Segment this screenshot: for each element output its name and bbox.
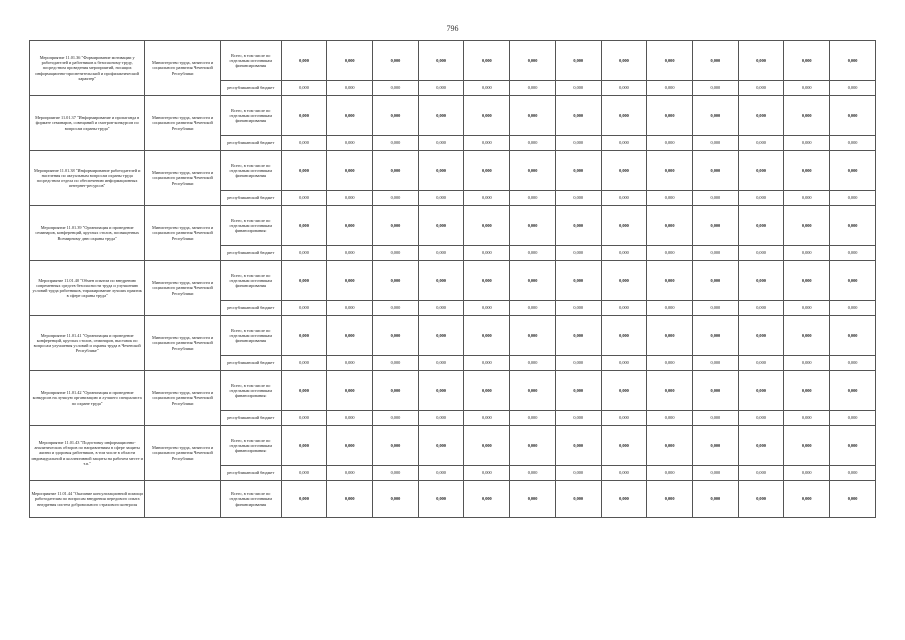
executor-cell: Министерство труда, занятости и социального развития Чеченской Республики xyxy=(145,371,221,426)
amount-cell: 0,000 xyxy=(327,411,373,426)
amount-cell: 0,000 xyxy=(692,136,738,151)
amount-cell: 0,000 xyxy=(647,96,693,136)
amount-cell: 0,000 xyxy=(373,96,419,136)
funding-source-cell: республиканский бюджет xyxy=(220,411,281,426)
amount-cell: 0,000 xyxy=(555,136,601,151)
amount-cell: 0,000 xyxy=(327,356,373,371)
amount-cell: 0,000 xyxy=(327,426,373,466)
amount-cell: 0,000 xyxy=(784,96,830,136)
amount-cell: 0,000 xyxy=(601,206,647,246)
amount-cell: 0,000 xyxy=(464,356,510,371)
amount-cell: 0,000 xyxy=(464,151,510,191)
table-row xyxy=(30,481,876,518)
table-row xyxy=(30,261,876,301)
amount-cell: 0,000 xyxy=(555,41,601,81)
amount-cell: 0,000 xyxy=(327,246,373,261)
amount-cell: 0,000 xyxy=(281,136,327,151)
amount-cell: 0,000 xyxy=(464,261,510,301)
amount-cell: 0,000 xyxy=(510,426,556,466)
amount-cell: 0,000 xyxy=(373,191,419,206)
amount-cell: 0,000 xyxy=(418,356,464,371)
amount-cell: 0,000 xyxy=(418,191,464,206)
event-name-cell: Мероприятие 11.01.38 "Информирование работодателей и населения по актуальным вопросам охраны труда посредством отдела по обеспечению информационных интернет-ресурсов" xyxy=(30,151,145,206)
amount-cell: 0,000 xyxy=(647,261,693,301)
funding-source-cell: Всего, в том числе по отдельным источникам финансирования xyxy=(220,481,281,518)
amount-cell: 0,000 xyxy=(601,136,647,151)
event-name-cell: Мероприятие 11.01.42 "Организация и проведение конкурсов на лучшую организацию и лучшего специалиста по охране труда" xyxy=(30,371,145,426)
amount-cell: 0,000 xyxy=(830,426,876,466)
amount-cell: 0,000 xyxy=(692,426,738,466)
amount-cell: 0,000 xyxy=(738,136,784,151)
amount-cell: 0,000 xyxy=(692,481,738,518)
amount-cell: 0,000 xyxy=(784,81,830,96)
executor-cell: Министерство труда, занятости и социального развития Чеченской Республики xyxy=(145,261,221,316)
amount-cell: 0,000 xyxy=(373,301,419,316)
amount-cell: 0,000 xyxy=(692,151,738,191)
funding-source-cell: республиканский бюджет xyxy=(220,301,281,316)
table-row xyxy=(30,96,876,136)
amount-cell: 0,000 xyxy=(281,371,327,411)
amount-cell: 0,000 xyxy=(464,81,510,96)
amount-cell: 0,000 xyxy=(555,316,601,356)
amount-cell: 0,000 xyxy=(464,206,510,246)
amount-cell: 0,000 xyxy=(555,466,601,481)
amount-cell: 0,000 xyxy=(555,246,601,261)
executor-cell xyxy=(145,481,221,518)
amount-cell: 0,000 xyxy=(738,151,784,191)
funding-source-cell: Всего, в том числе по отдельным источникам финансирования xyxy=(220,151,281,191)
event-name-cell: Мероприятие 11.01.41 "Организация и проведение конференций, круглых столов, семинаров, выставок по вопросам улучшения условий и охраны труда в Чеченской Республике" xyxy=(30,316,145,371)
event-name-cell: Мероприятие 11.01.36 "Формирование мотивации у работодателей и работников к безопасному труду, посредством проведения мероприятий, носящих информационно-просветительский и профилактический характер" xyxy=(30,41,145,96)
event-name-cell: Мероприятие 11.01.43 "Подготовку информационно-аналитических обзоров по направлениям в сфере защиты жизни и здоровья работников, в том числе в области индивидуальной и коллективной защиты на рабочем месте и т.п." xyxy=(30,426,145,481)
amount-cell: 0,000 xyxy=(418,136,464,151)
amount-cell: 0,000 xyxy=(327,41,373,81)
amount-cell: 0,000 xyxy=(373,371,419,411)
amount-cell: 0,000 xyxy=(738,96,784,136)
table-row xyxy=(30,206,876,246)
amount-cell: 0,000 xyxy=(647,246,693,261)
amount-cell: 0,000 xyxy=(692,246,738,261)
table-row xyxy=(30,316,876,356)
amount-cell: 0,000 xyxy=(601,301,647,316)
executor-cell: Министерство труда, занятости и социального развития Чеченской Республики xyxy=(145,316,221,371)
amount-cell: 0,000 xyxy=(738,41,784,81)
amount-cell: 0,000 xyxy=(784,481,830,518)
amount-cell: 0,000 xyxy=(281,41,327,81)
amount-cell: 0,000 xyxy=(373,41,419,81)
amount-cell: 0,000 xyxy=(601,411,647,426)
amount-cell: 0,000 xyxy=(830,316,876,356)
amount-cell: 0,000 xyxy=(692,371,738,411)
amount-cell: 0,000 xyxy=(281,481,327,518)
amount-cell: 0,000 xyxy=(784,426,830,466)
amount-cell: 0,000 xyxy=(647,316,693,356)
amount-cell: 0,000 xyxy=(373,151,419,191)
table-row xyxy=(30,151,876,191)
table-row xyxy=(30,371,876,411)
funding-source-cell: Всего, в том числе по отдельным источникам финансирования: xyxy=(220,426,281,466)
amount-cell: 0,000 xyxy=(281,301,327,316)
amount-cell: 0,000 xyxy=(647,191,693,206)
amount-cell: 0,000 xyxy=(418,481,464,518)
amount-cell: 0,000 xyxy=(373,136,419,151)
amount-cell: 0,000 xyxy=(738,426,784,466)
event-name-cell: Мероприятие 11.01.39 "Организация и проведение семинаров, конференций, круглых столов, посвященных Всемирному дню охраны труда" xyxy=(30,206,145,261)
amount-cell: 0,000 xyxy=(784,301,830,316)
amount-cell: 0,000 xyxy=(738,466,784,481)
amount-cell: 0,000 xyxy=(555,151,601,191)
budget-table xyxy=(29,40,876,518)
amount-cell: 0,000 xyxy=(692,261,738,301)
amount-cell: 0,000 xyxy=(327,191,373,206)
amount-cell: 0,000 xyxy=(418,316,464,356)
amount-cell: 0,000 xyxy=(327,466,373,481)
amount-cell: 0,000 xyxy=(510,316,556,356)
funding-source-cell: республиканский бюджет xyxy=(220,136,281,151)
amount-cell: 0,000 xyxy=(510,301,556,316)
amount-cell: 0,000 xyxy=(830,151,876,191)
page-number: 796 xyxy=(446,24,459,33)
amount-cell: 0,000 xyxy=(373,481,419,518)
amount-cell: 0,000 xyxy=(601,371,647,411)
executor-cell: Министерство труда, занятости и социального развития Чеченской Республики xyxy=(145,206,221,261)
funding-source-cell: республиканский бюджет xyxy=(220,246,281,261)
amount-cell: 0,000 xyxy=(327,136,373,151)
table-row xyxy=(30,426,876,466)
amount-cell: 0,000 xyxy=(510,136,556,151)
amount-cell: 0,000 xyxy=(555,481,601,518)
amount-cell: 0,000 xyxy=(555,301,601,316)
amount-cell: 0,000 xyxy=(647,206,693,246)
amount-cell: 0,000 xyxy=(281,96,327,136)
amount-cell: 0,000 xyxy=(555,426,601,466)
amount-cell: 0,000 xyxy=(464,371,510,411)
amount-cell: 0,000 xyxy=(784,246,830,261)
amount-cell: 0,000 xyxy=(464,411,510,426)
amount-cell: 0,000 xyxy=(464,41,510,81)
amount-cell: 0,000 xyxy=(647,151,693,191)
amount-cell: 0,000 xyxy=(464,481,510,518)
amount-cell: 0,000 xyxy=(830,41,876,81)
amount-cell: 0,000 xyxy=(647,41,693,81)
amount-cell: 0,000 xyxy=(784,371,830,411)
amount-cell: 0,000 xyxy=(555,81,601,96)
amount-cell: 0,000 xyxy=(784,136,830,151)
amount-cell: 0,000 xyxy=(830,191,876,206)
funding-source-cell: Всего, в том числе по отдельным источникам финансирования xyxy=(220,261,281,301)
amount-cell: 0,000 xyxy=(510,41,556,81)
funding-source-cell: республиканский бюджет xyxy=(220,466,281,481)
amount-cell: 0,000 xyxy=(327,301,373,316)
amount-cell: 0,000 xyxy=(601,316,647,356)
amount-cell: 0,000 xyxy=(373,426,419,466)
amount-cell: 0,000 xyxy=(510,191,556,206)
amount-cell: 0,000 xyxy=(738,371,784,411)
amount-cell: 0,000 xyxy=(692,411,738,426)
amount-cell: 0,000 xyxy=(555,191,601,206)
event-name-cell: Мероприятие 11.01.37 "Информирование и пропаганда в формате семинаров, совещаний и смотров-конкурсов по вопросам охраны труда" xyxy=(30,96,145,151)
amount-cell: 0,000 xyxy=(555,206,601,246)
amount-cell: 0,000 xyxy=(327,261,373,301)
amount-cell: 0,000 xyxy=(327,206,373,246)
executor-cell: Министерство труда, занятости и социального развития Чеченской Республики xyxy=(145,96,221,151)
amount-cell: 0,000 xyxy=(601,356,647,371)
amount-cell: 0,000 xyxy=(647,136,693,151)
executor-cell: Министерство труда, занятости и социального развития Чеченской Республики xyxy=(145,426,221,481)
funding-source-cell: республиканский бюджет xyxy=(220,191,281,206)
amount-cell: 0,000 xyxy=(830,411,876,426)
amount-cell: 0,000 xyxy=(510,96,556,136)
amount-cell: 0,000 xyxy=(738,481,784,518)
amount-cell: 0,000 xyxy=(418,206,464,246)
amount-cell: 0,000 xyxy=(692,191,738,206)
amount-cell: 0,000 xyxy=(601,81,647,96)
amount-cell: 0,000 xyxy=(647,356,693,371)
amount-cell: 0,000 xyxy=(373,411,419,426)
amount-cell: 0,000 xyxy=(373,356,419,371)
amount-cell: 0,000 xyxy=(418,151,464,191)
amount-cell: 0,000 xyxy=(830,261,876,301)
amount-cell: 0,000 xyxy=(830,301,876,316)
amount-cell: 0,000 xyxy=(281,316,327,356)
amount-cell: 0,000 xyxy=(418,246,464,261)
amount-cell: 0,000 xyxy=(464,466,510,481)
amount-cell: 0,000 xyxy=(738,81,784,96)
amount-cell: 0,000 xyxy=(738,246,784,261)
amount-cell: 0,000 xyxy=(418,41,464,81)
amount-cell: 0,000 xyxy=(784,316,830,356)
amount-cell: 0,000 xyxy=(647,301,693,316)
amount-cell: 0,000 xyxy=(373,261,419,301)
amount-cell: 0,000 xyxy=(784,191,830,206)
amount-cell: 0,000 xyxy=(784,206,830,246)
event-name-cell: Мероприятие 11.01.44 "Оказание консультационной помощи работодателям по вопросам внедрения передового опыта внедрения систем добровольного страхового контроля xyxy=(30,481,145,518)
amount-cell: 0,000 xyxy=(692,466,738,481)
event-name-cell: Мероприятие 11.01.40 "Обмен опытом по внедрению современных средств безопасности труда и улучшению условий труда работников, тиражирование лучших практик в сфере охраны труда" xyxy=(30,261,145,316)
amount-cell: 0,000 xyxy=(647,426,693,466)
amount-cell: 0,000 xyxy=(601,261,647,301)
funding-source-cell: республиканский бюджет xyxy=(220,356,281,371)
amount-cell: 0,000 xyxy=(738,316,784,356)
amount-cell: 0,000 xyxy=(738,206,784,246)
amount-cell: 0,000 xyxy=(464,246,510,261)
amount-cell: 0,000 xyxy=(281,246,327,261)
amount-cell: 0,000 xyxy=(281,191,327,206)
amount-cell: 0,000 xyxy=(830,356,876,371)
amount-cell: 0,000 xyxy=(830,81,876,96)
amount-cell: 0,000 xyxy=(784,356,830,371)
amount-cell: 0,000 xyxy=(784,261,830,301)
funding-source-cell: Всего, в том числе по отдельным источникам финансирования: xyxy=(220,206,281,246)
amount-cell: 0,000 xyxy=(281,411,327,426)
amount-cell: 0,000 xyxy=(510,466,556,481)
amount-cell: 0,000 xyxy=(555,371,601,411)
amount-cell: 0,000 xyxy=(647,481,693,518)
amount-cell: 0,000 xyxy=(281,426,327,466)
amount-cell: 0,000 xyxy=(738,261,784,301)
funding-source-cell: Всего, в том числе по отдельным источникам финансирования: xyxy=(220,371,281,411)
amount-cell: 0,000 xyxy=(510,261,556,301)
amount-cell: 0,000 xyxy=(510,411,556,426)
amount-cell: 0,000 xyxy=(692,41,738,81)
amount-cell: 0,000 xyxy=(327,151,373,191)
amount-cell: 0,000 xyxy=(601,41,647,81)
funding-source-cell: республиканский бюджет xyxy=(220,81,281,96)
amount-cell: 0,000 xyxy=(647,411,693,426)
amount-cell: 0,000 xyxy=(510,371,556,411)
amount-cell: 0,000 xyxy=(738,356,784,371)
amount-cell: 0,000 xyxy=(692,356,738,371)
amount-cell: 0,000 xyxy=(327,96,373,136)
amount-cell: 0,000 xyxy=(692,316,738,356)
amount-cell: 0,000 xyxy=(281,81,327,96)
amount-cell: 0,000 xyxy=(373,316,419,356)
amount-cell: 0,000 xyxy=(373,466,419,481)
amount-cell: 0,000 xyxy=(601,426,647,466)
amount-cell: 0,000 xyxy=(464,301,510,316)
amount-cell: 0,000 xyxy=(830,481,876,518)
amount-cell: 0,000 xyxy=(418,426,464,466)
amount-cell: 0,000 xyxy=(830,466,876,481)
amount-cell: 0,000 xyxy=(555,411,601,426)
amount-cell: 0,000 xyxy=(373,246,419,261)
amount-cell: 0,000 xyxy=(510,151,556,191)
amount-cell: 0,000 xyxy=(281,206,327,246)
amount-cell: 0,000 xyxy=(327,81,373,96)
amount-cell: 0,000 xyxy=(738,411,784,426)
amount-cell: 0,000 xyxy=(555,356,601,371)
amount-cell: 0,000 xyxy=(738,191,784,206)
amount-cell: 0,000 xyxy=(784,411,830,426)
executor-cell: Министерство труда, занятости и социального развития Чеченской Республики xyxy=(145,151,221,206)
amount-cell: 0,000 xyxy=(830,371,876,411)
amount-cell: 0,000 xyxy=(601,246,647,261)
amount-cell: 0,000 xyxy=(418,81,464,96)
amount-cell: 0,000 xyxy=(418,96,464,136)
amount-cell: 0,000 xyxy=(784,151,830,191)
amount-cell: 0,000 xyxy=(692,206,738,246)
amount-cell: 0,000 xyxy=(281,151,327,191)
amount-cell: 0,000 xyxy=(692,81,738,96)
amount-cell: 0,000 xyxy=(418,411,464,426)
amount-cell: 0,000 xyxy=(510,481,556,518)
amount-cell: 0,000 xyxy=(555,261,601,301)
amount-cell: 0,000 xyxy=(418,261,464,301)
amount-cell: 0,000 xyxy=(647,81,693,96)
amount-cell: 0,000 xyxy=(830,246,876,261)
amount-cell: 0,000 xyxy=(692,301,738,316)
amount-cell: 0,000 xyxy=(601,96,647,136)
amount-cell: 0,000 xyxy=(281,356,327,371)
amount-cell: 0,000 xyxy=(327,481,373,518)
amount-cell: 0,000 xyxy=(510,246,556,261)
amount-cell: 0,000 xyxy=(830,96,876,136)
amount-cell: 0,000 xyxy=(784,466,830,481)
table-row xyxy=(30,41,876,81)
amount-cell: 0,000 xyxy=(510,356,556,371)
amount-cell: 0,000 xyxy=(830,136,876,151)
amount-cell: 0,000 xyxy=(738,301,784,316)
amount-cell: 0,000 xyxy=(601,466,647,481)
amount-cell: 0,000 xyxy=(373,81,419,96)
amount-cell: 0,000 xyxy=(464,96,510,136)
amount-cell: 0,000 xyxy=(464,136,510,151)
amount-cell: 0,000 xyxy=(647,466,693,481)
amount-cell: 0,000 xyxy=(601,481,647,518)
amount-cell: 0,000 xyxy=(692,96,738,136)
amount-cell: 0,000 xyxy=(830,206,876,246)
amount-cell: 0,000 xyxy=(464,426,510,466)
amount-cell: 0,000 xyxy=(464,191,510,206)
funding-source-cell: Всего, в том числе по отдельным источникам финансирования xyxy=(220,316,281,356)
amount-cell: 0,000 xyxy=(418,301,464,316)
amount-cell: 0,000 xyxy=(510,206,556,246)
amount-cell: 0,000 xyxy=(281,466,327,481)
amount-cell: 0,000 xyxy=(418,466,464,481)
amount-cell: 0,000 xyxy=(601,151,647,191)
amount-cell: 0,000 xyxy=(281,261,327,301)
amount-cell: 0,000 xyxy=(647,371,693,411)
amount-cell: 0,000 xyxy=(464,316,510,356)
executor-cell: Министерство труда, занятости и социального развития Чеченской Республики xyxy=(145,41,221,96)
amount-cell: 0,000 xyxy=(327,371,373,411)
amount-cell: 0,000 xyxy=(418,371,464,411)
amount-cell: 0,000 xyxy=(784,41,830,81)
amount-cell: 0,000 xyxy=(510,81,556,96)
funding-source-cell: Всего, в том числе по отдельным источникам финансирования xyxy=(220,96,281,136)
amount-cell: 0,000 xyxy=(373,206,419,246)
amount-cell: 0,000 xyxy=(327,316,373,356)
funding-source-cell: Всего, в том числе по отдельным источникам финансирования xyxy=(220,41,281,81)
amount-cell: 0,000 xyxy=(555,96,601,136)
amount-cell: 0,000 xyxy=(601,191,647,206)
